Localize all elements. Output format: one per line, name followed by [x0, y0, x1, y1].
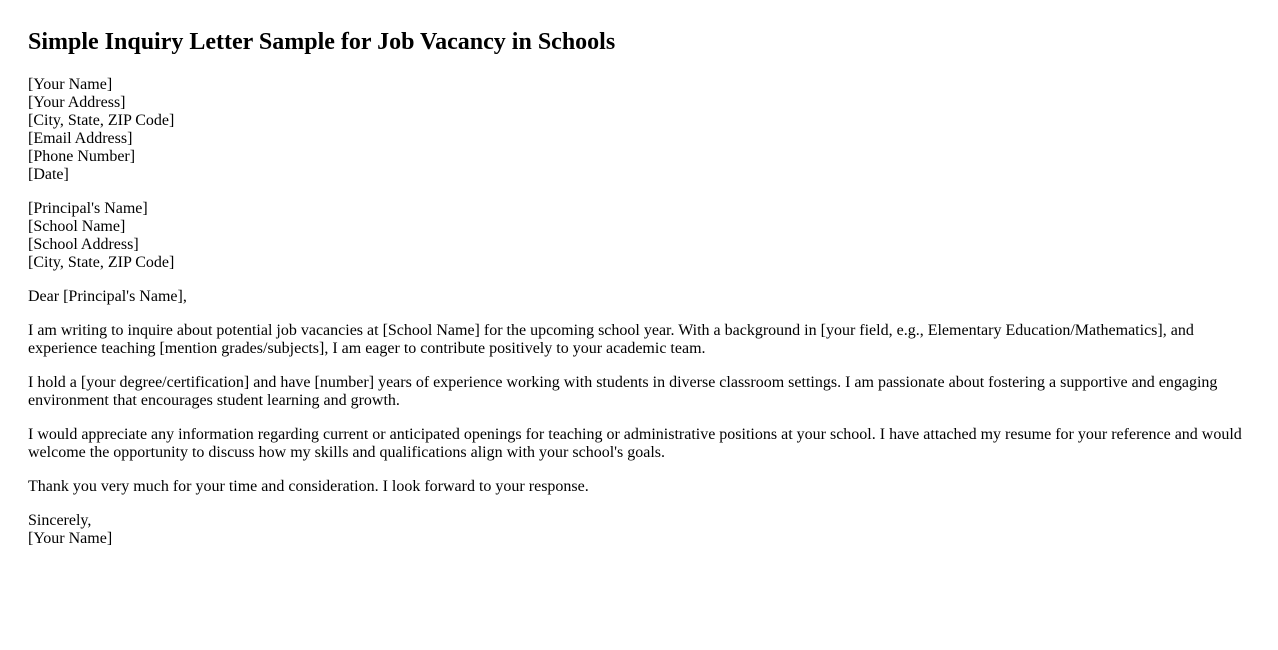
recipient-city-state-zip: [City, State, ZIP Code]: [28, 254, 175, 271]
sender-address: [Your Address]: [28, 94, 126, 111]
recipient-school-address: [School Address]: [28, 236, 139, 253]
sender-city-state-zip: [City, State, ZIP Code]: [28, 112, 175, 129]
closing-block: [28, 512, 1250, 548]
recipient-block: [28, 200, 1250, 272]
body-paragraph-1: I am writing to inquire about potential job vacancies at [School Name] for the upcoming school year. With a background in [your field, e.g., Elementary Education/Mathematics], and experience teaching [mention grades/subjects], I am eager to contribute positively to your academic team.: [28, 322, 1194, 357]
recipient-principal-name: [Principal's Name]: [28, 200, 148, 217]
recipient-school-name: [School Name]: [28, 218, 126, 235]
signature-name: [Your Name]: [28, 530, 113, 547]
sender-name: [Your Name]: [28, 76, 113, 93]
salutation: Dear [Principal's Name],: [28, 288, 187, 305]
body-paragraph-2: I hold a [your degree/certification] and have [number] years of experience working with students in diverse classroom settings. I am passionate about fostering a supportive and engaging environment that encourages student learning and growth.: [28, 374, 1218, 409]
sender-block: [28, 76, 1250, 184]
sender-phone: [Phone Number]: [28, 148, 136, 165]
body-paragraph-3: I would appreciate any information regarding current or anticipated openings for teaching or administrative positions at your school. I have attached my resume for your reference and would welcome the opportunity to discuss how my skills and qualifications align with your school's goals.: [28, 426, 1242, 461]
sender-email: [Email Address]: [28, 130, 133, 147]
valediction: Sincerely,: [28, 512, 92, 529]
body-paragraph-4: Thank you very much for your time and consideration. I look forward to your response.: [28, 478, 589, 495]
page-title: Simple Inquiry Letter Sample for Job Vacancy in Schools: [28, 29, 616, 55]
letter-date: [Date]: [28, 166, 69, 183]
